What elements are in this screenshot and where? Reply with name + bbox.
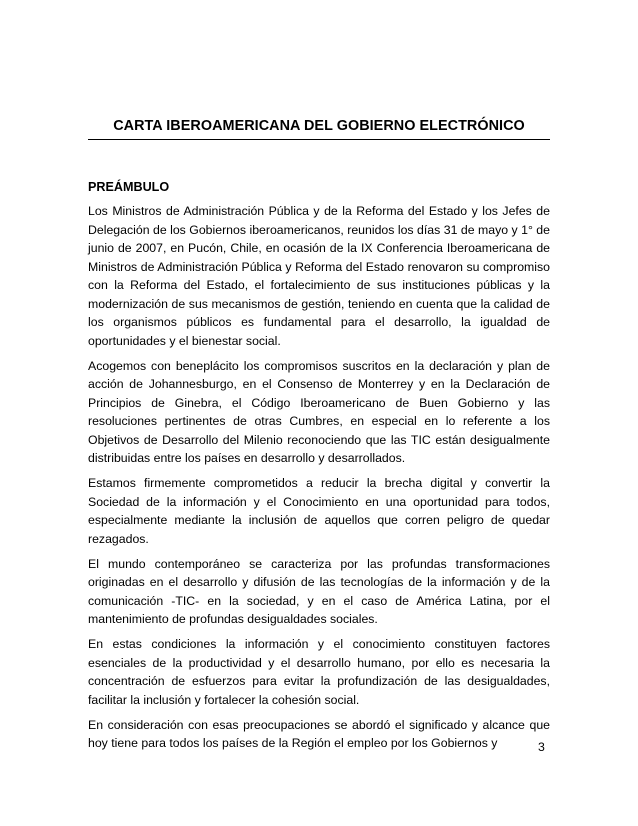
document-title: CARTA IBEROAMERICANA DEL GOBIERNO ELECTRÓNICO (113, 118, 525, 134)
paragraph: Estamos firmemente comprometidos a reducir la brecha digital y convertir la Sociedad de la información y el Conocimiento en una oportunidad para todos, especialmente mediante la inclusión de aquellos que corren peligro de quedar rezagados. (88, 476, 550, 546)
page-number: 3 (538, 740, 545, 754)
paragraph: En consideración con esas preocupaciones se abordó el significado y alcance que hoy tiene para todos los países de la Región el empleo por los Gobiernos y (88, 717, 550, 751)
paragraph: En estas condiciones la información y el conocimiento constituyen factores esenciales de la productividad y el desarrollo humano, por ello es necesaria la concentración de esfuerzos para evitar la profundización de las desigualdades, facilitar la inclusión y fortalecer la cohesión social. (88, 637, 550, 707)
title-underline (88, 139, 550, 140)
paragraph: Acogemos con beneplácito los compromisos suscritos en la declaración y plan de acción de Johannesburgo, en el Consenso de Monterrey y en la Declaración de Principios de Ginebra, el Código Iberoamericano de Buen Gobierno y las resoluciones pertinentes de otras Cumbres, en especial en lo referente a los Objetivos de Desarrollo del Milenio reconociendo que las TIC están desigualmente distribuidas entre los países en desarrollo y desarrollados. (88, 358, 550, 466)
paragraph: Los Ministros de Administración Pública y de la Reforma del Estado y los Jefes de Delegación de los Gobiernos iberoamericanos, reunidos los días 31 de mayo y 1° de junio de 2007, en Pucón, Chile, en ocasión de la IX Conferencia Iberoamericana de Ministros de Administración Pública y Reforma del Estado renovaron su compromiso con la Reforma del Estado, el fortalecimiento de sus instituciones públicas y la modernización de sus mecanismos de gestión, teniendo en cuenta que la calidad de los organismos públicos es fundamental para el desarrollo, la igualdad de oportunidades y el bienestar social. (88, 204, 550, 348)
document-body (88, 202, 550, 760)
section-heading: PREÁMBULO (88, 180, 170, 194)
document-page (88, 0, 550, 826)
paragraph: El mundo contemporáneo se caracteriza por las profundas transformaciones originadas en el desarrollo y difusión de las tecnologías de la información y de la comunicación -TIC- en la sociedad, y en el caso de América Latina, por el mantenimiento de profundas desigualdades sociales. (88, 556, 550, 627)
